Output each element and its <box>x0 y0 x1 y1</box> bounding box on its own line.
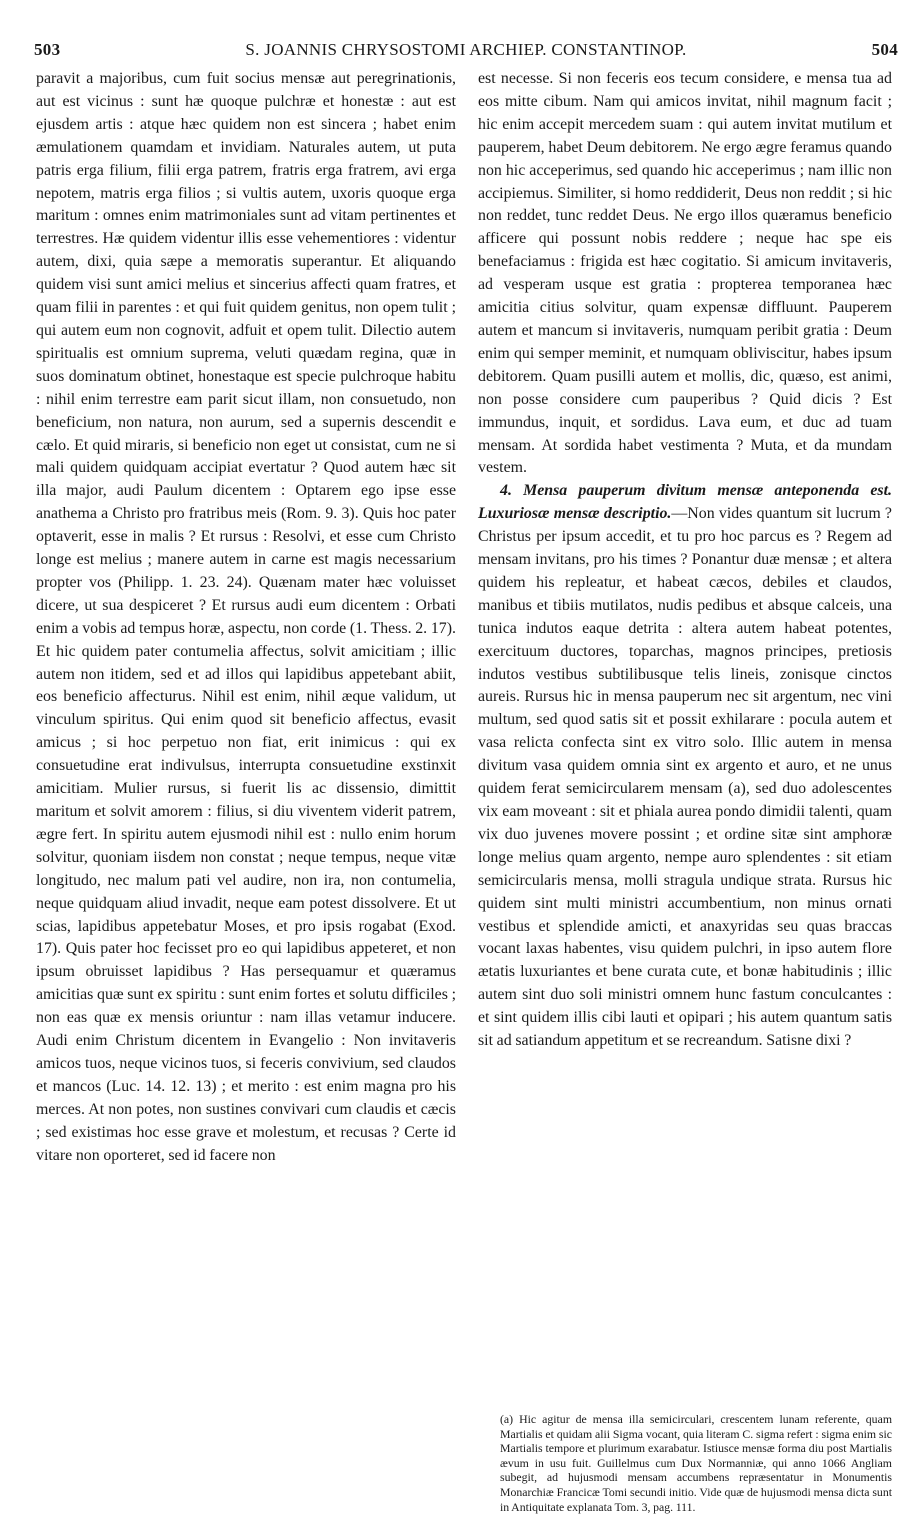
section-title: 4. Mensa pauperum divitum mensæ anteponenda est. Luxuriosæ mensæ descriptio. <box>478 482 892 523</box>
left-column-text: paravit a majoribus, cum fuit socius mensæ aut peregrinationis, aut est vicinus : sunt hæ quoque pulchræ et honestæ : aut est ejusdem artis : atque hæc quidem non est sincera ; habet enim æmulationem quamdam et invidiam. Naturales autem, ut puta patris erga filium, filii erga patrem, fratris erga fratrem, avi erga nepotem, matris erga filios ; si vultis autem, uxoris quoque erga maritum : omnes enim matrimoniales sunt ad vitam pertinentes et terrestres. Hæ quidem videntur illis esse vehementiores : videntur autem, dixi, quia sæpe a memoratis superantur. Et aliquando quidem visi sunt amici melius et sincerius affecti quam fratres, et quam filii in parentes : et qui fuit quidem genitus, non opem tulit ; qui autem eum non cognovit, adfuit et opem tulit. Dilectio autem spiritualis est omnium suprema, veluti quædam regina, quæ in suos dominatum obtinet, honestaque est specie pulchroque habitu : nihil enim terrestre eam parit sicut illam, non consuetudo, non beneficium, non natura, non aurum, sed a supernis descendit e cælo. Et quid miraris, si beneficio non eget ut consistat, cum ne si mali quidem quidquam accipiat evertatur ? Quod autem hæc sit illa major, audi Paulum dicentem : Optarem ego ipse esse anathema a Christo pro fratribus meis (Rom. 9. 3). Quis hoc pater optaverit, esse in malis ? Et rursus : Resolvi, et esse cum Christo longe est melius ; manere autem in carne est magis necessarium propter vos (Philipp. 1. 23. 24). Quænam mater hæc voluisset dicere, ut sua despiceret ? Et rursus audi eum dicentem : Orbati enim a vobis ad tempus horæ, aspectu, non corde (1. Thess. 2. 17). Et hic quidem pater contumelia affectus, solvit amicitiam ; illic autem non itidem, sed et ad illos qui lapidibus appetebant abiit, eos beneficio affecturus. Nihil est enim, nihil æque validum, ut vinculum spiritus. Qui enim quod sit beneficio affectus, evasit amicus ; si hoc perpetuo non fiat, erit inimicus : qui ex consuetudine erat indivulsus, interrupta consuetudine exstinxit amicitiam. Mulier rursus, si fuerit lis ac dissensio, dimittit maritum et solvit amorem : filius, si diu viventem viderit patrem, ægre fert. In spiritu autem ejusmodi nihil est : nullo enim horum solvitur, quoniam iisdem non constat ; neque tempus, neque vitæ longitudo, nec malum pati vel audire, non ira, non contumelia, neque quidquam aliud invadit, neque eam potest dissolvere. Et ut scias, lapidibus appetebatur Moses, et pro ipsis rogabat (Exod. 17). Quis pater hoc fecisset pro eo qui lapidibus appeteret, et non ipsum obruisset lapidibus ? Has persequamur et quæramus amicitias quæ sunt ex spiritu : sunt enim fortes et solutu difficiles ; non eas quæ ex mensis oriuntur : nam illas vetamur inducere. Audi enim Christum dicentem in Evangelio : Non invitaveris amicos tuos, neque vicinos tuos, si feceris convivium, sed claudos et mancos (Luc. 14. 12. 13) ; et merito : est enim magna pro his merces. At non potes, non sustines convivari cum claudis et cæcis ; sed existimas hoc esse grave et molestum, et recusas ? Certe id vitare non oporteret, sed id facere non <box>36 70 456 1164</box>
page-number-left: 503 <box>34 40 61 59</box>
left-column <box>36 68 456 1168</box>
footnote <box>500 1412 892 1514</box>
footnote-text: (a) Hic agitur de mensa illa semicirculari, crescentem lunam referente, quam Martialis et quidam alii Sigma vocant, quia literam C. sigma refert : sigma enim sic Martialis tempore et plurimum exarabatur. Istiusce mensæ forma diu post Martialis ævum in usu fuit. Guillelmus cum Dux Normanniæ, qui anno 1066 Angliam subegit, ad hujusmodi mensam accumbens repræsentatur in Monumentis Monarchiæ Francicæ Tomi secundi initio. Vide quæ de hujusmodi mensa dicta sunt in Antiquitate explanata Tom. 3, pag. 111. <box>500 1412 892 1514</box>
right-column-text: est necesse. Si non feceris eos tecum considere, e mensa tua ad eos mitte cibum. Nam qui amicos invitat, nihil magnum facit ; hic enim accepit mercedem suam : qui autem invitat mutilum et pauperem, habet Deum debitorem. Ne ergo ægre feramus quando non hic acceperimus, sed quando hic acceperimus ; nam illic non accipiemus. Similiter, si homo reddiderit, Deus non reddit ; si hic non reddet, tunc reddet Deus. Ne ergo illos quæramus beneficio afficere qui possunt nobis reddere ; neque hac spe eis benefaciamus : frigida est hæc cogitatio. Si amicum invitaveris, ad vesperam usque est gratia : propterea temporanea hæc amicitia citius solvitur, quam expensæ diffluunt. Pauperem autem et mancum si invitaveris, numquam peribit gratia : Deum enim qui semper meminit, et numquam obliviscitur, habes ipsum debitorem. Quam pusilli autem et mollis, dic, quæso, est animi, non posse considere cum pauperibus ? Quid dicis ? Est immundus, inquit, et sordidus. Lava eum, et duc ad tuam mensam. At sordida habet vestimenta ? Muta, et da mundam vestem. <box>478 70 892 477</box>
running-header <box>34 40 898 66</box>
section-paragraph <box>478 480 892 1053</box>
right-column <box>478 68 892 1053</box>
running-title: S. JOANNIS CHRYSOSTOMI ARCHIEP. CONSTANTINOP. <box>245 40 687 59</box>
section-text: —Non vides quantum sit lucrum ? Christus per ipsum accedit, et tu pro hoc parcus es ? Regem ad mensam invitans, pro his times ? Ponantur duæ mensæ ; et altera quidem his repleatur, et habeat cæcos, debiles et claudos, manibus et tibiis mutilatos, nudis pedibus et absque calceis, una tunica indutos eaque detrita : altera autem habeat potentes, exercituum ductores, toparchas, magnos principes, pretiosis indutos vestibus subtilibusque telis lineis, zonisque cinctos aureis. Rursus hic in mensa pauperum nec sit argentum, nec vini multum, sed quod satis sit et possit exhilarare : pocula autem et vasa relicta confecta sint ex vitro solo. Illic autem in mensa divitum vasa quidem omnia sint ex argento et auro, et ne unus quidem ferat semicircularem mensam (a), sed duo adolescentes vix eam moveant : sit et phiala aurea pondo dimidii talenti, quam vix duo juvenes movere possint ; et ordine sitæ sint amphoræ longe melius quam argento, nempe auro splendentes : sit etiam semicircularis mensa, molli stragula undique strata. Rursus hic quidem sint multi ministri accumbentium, non minus ornati vestibus et splendide amicti, et anaxyridas seu quas braccas vocant laxas habentes, visu quidem pulchri, in ipso autem flore ætatis luxuriantes et bene curata cute, et bonæ habitudinis ; illic autem sint duo soli ministri omnem hunc fastum conculcantes : et sint quidem illis cibi lauti et opipari ; his autem quantum satis sit ad satiandum appetitum et se recreandum. Satisne dixi ? <box>478 505 892 1050</box>
page-number-right: 504 <box>871 40 898 59</box>
